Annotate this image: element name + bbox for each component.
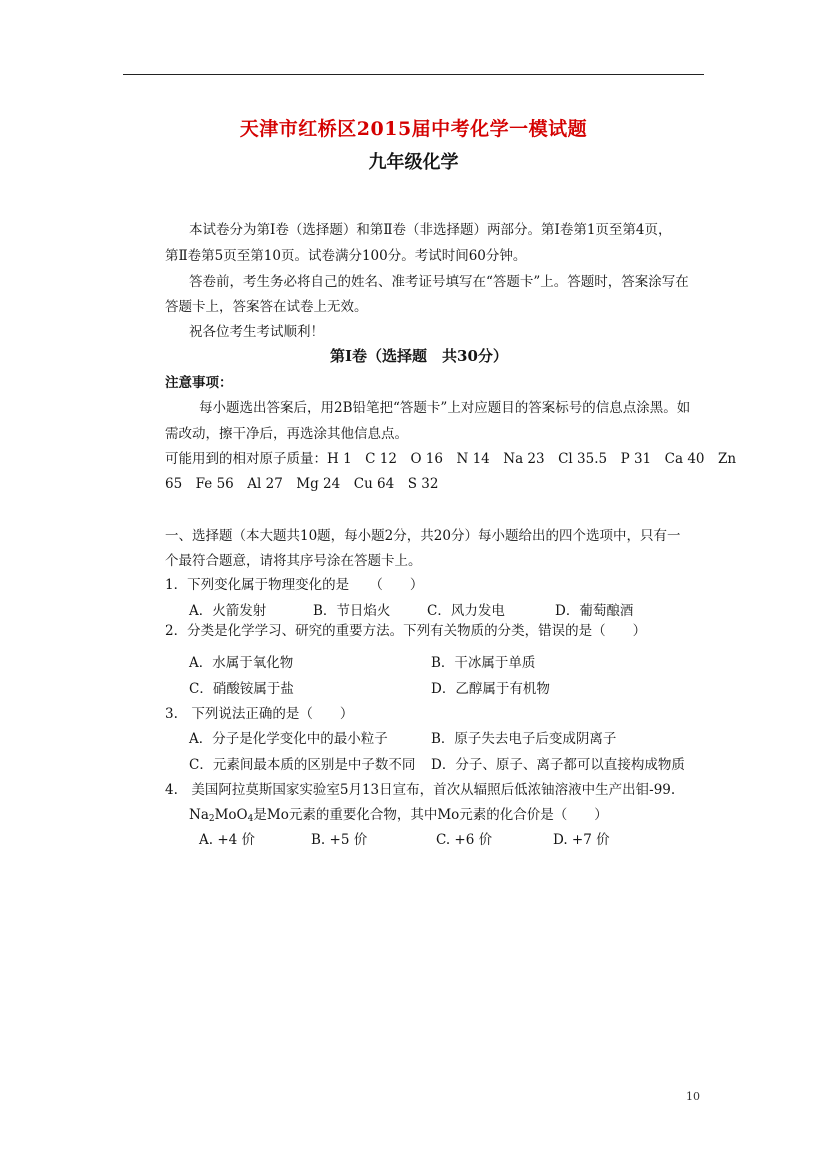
q1-option-b: B．节日焰火 xyxy=(313,603,391,619)
q3-option-b: B．原子失去电子后变成阴离子 xyxy=(431,731,617,747)
atomic-mass-line-2: 65 Fe 56 Al 27 Mg 24 Cu 64 S 32 xyxy=(165,476,439,492)
intro-line-1: 本试卷分为第Ⅰ卷（选择题）和第Ⅱ卷（非选择题）两部分。第Ⅰ卷第1页至第4页， xyxy=(189,222,672,238)
section-heading: 第Ⅰ卷（选择题 共30分） xyxy=(330,347,508,365)
q1-option-d: D．葡萄酿酒 xyxy=(555,603,634,619)
q2-option-b: B．干冰属于单质 xyxy=(431,655,536,671)
formula-sub-4: 4 xyxy=(247,814,254,824)
intro-line-4: 答题卡上，答案答在试卷上无效。 xyxy=(165,299,368,315)
formula-moo: MoO xyxy=(214,807,248,823)
intro-line-5: 祝各位考生考试顺利！ xyxy=(189,324,324,340)
q2-option-a: A．水属于氧化物 xyxy=(189,655,294,671)
page-number: 10 xyxy=(686,1090,700,1103)
header-rule xyxy=(123,74,704,75)
formula-na: Na xyxy=(189,807,209,823)
q4-option-d: D. +7 价 xyxy=(553,832,610,848)
q3-option-d: D．分子、原子、离子都可以直接构成物质 xyxy=(431,757,685,773)
question-4-stem-tail: 是Mo元素的重要化合物，其中Mo元素的化合价是（ ） xyxy=(253,807,608,823)
q2-option-c: C．硝酸铵属于盐 xyxy=(189,681,294,697)
document-subtitle: 九年级化学 xyxy=(368,152,459,173)
q3-option-a: A．分子是化学变化中的最小粒子 xyxy=(189,731,388,747)
formula-sub-2: 2 xyxy=(208,814,215,824)
question-3-stem: 3. 下列说法正确的是（ ） xyxy=(165,706,354,722)
intro-line-2: 第Ⅱ卷第5页至第10页。试卷满分100分。考试时间60分钟。 xyxy=(165,248,527,264)
intro-line-3: 答卷前，考生务必将自己的姓名、准考证号填写在“答题卡”上。答题时，答案涂写在 xyxy=(189,274,689,290)
q3-option-c: C．元素间最本质的区别是中子数不同 xyxy=(189,757,416,773)
q2-option-d: D．乙醇属于有机物 xyxy=(431,681,550,697)
q1-option-a: A．火箭发射 xyxy=(189,603,267,619)
atomic-mass-line-1: 可能用到的相对原子质量：H 1 C 12 O 16 N 14 Na 23 Cl 35.5 P 31 Ca 40 Zn xyxy=(165,451,737,467)
q1-option-c: C．风力发电 xyxy=(427,603,505,619)
question-4-stem: 4. 美国阿拉莫斯国家实验室5月13日宣布，首次从辐照后低浓铀溶液中生产出钼-99. xyxy=(165,782,676,798)
question-1-stem: 1．下列变化属于物理变化的是 （ ） xyxy=(165,577,424,593)
notes-line-1: 每小题选出答案后，用2B铅笔把“答题卡”上对应题目的答案标号的信息点涂黑。如 xyxy=(199,400,691,416)
part1-instruction-2: 个最符合题意，请将其序号涂在答题卡上。 xyxy=(165,553,422,569)
q4-option-c: C. +6 价 xyxy=(436,832,493,848)
notes-line-2: 需改动，擦干净后，再选涂其他信息点。 xyxy=(165,426,408,442)
question-2-stem: 2．分类是化学学习、研究的重要方法。下列有关物质的分类，错误的是（ ） xyxy=(165,623,647,639)
document-title: 天津市红桥区2015届中考化学一模试题 xyxy=(239,118,588,140)
question-4-stem-line-2 xyxy=(189,807,608,827)
part1-instruction-1: 一、选择题（本大题共10题，每小题2分，共20分）每小题给出的四个选项中，只有一 xyxy=(165,528,681,544)
q4-option-a: A. +4 价 xyxy=(199,832,256,848)
q4-option-b: B. +5 价 xyxy=(311,832,368,848)
notes-title: 注意事项： xyxy=(165,375,233,391)
